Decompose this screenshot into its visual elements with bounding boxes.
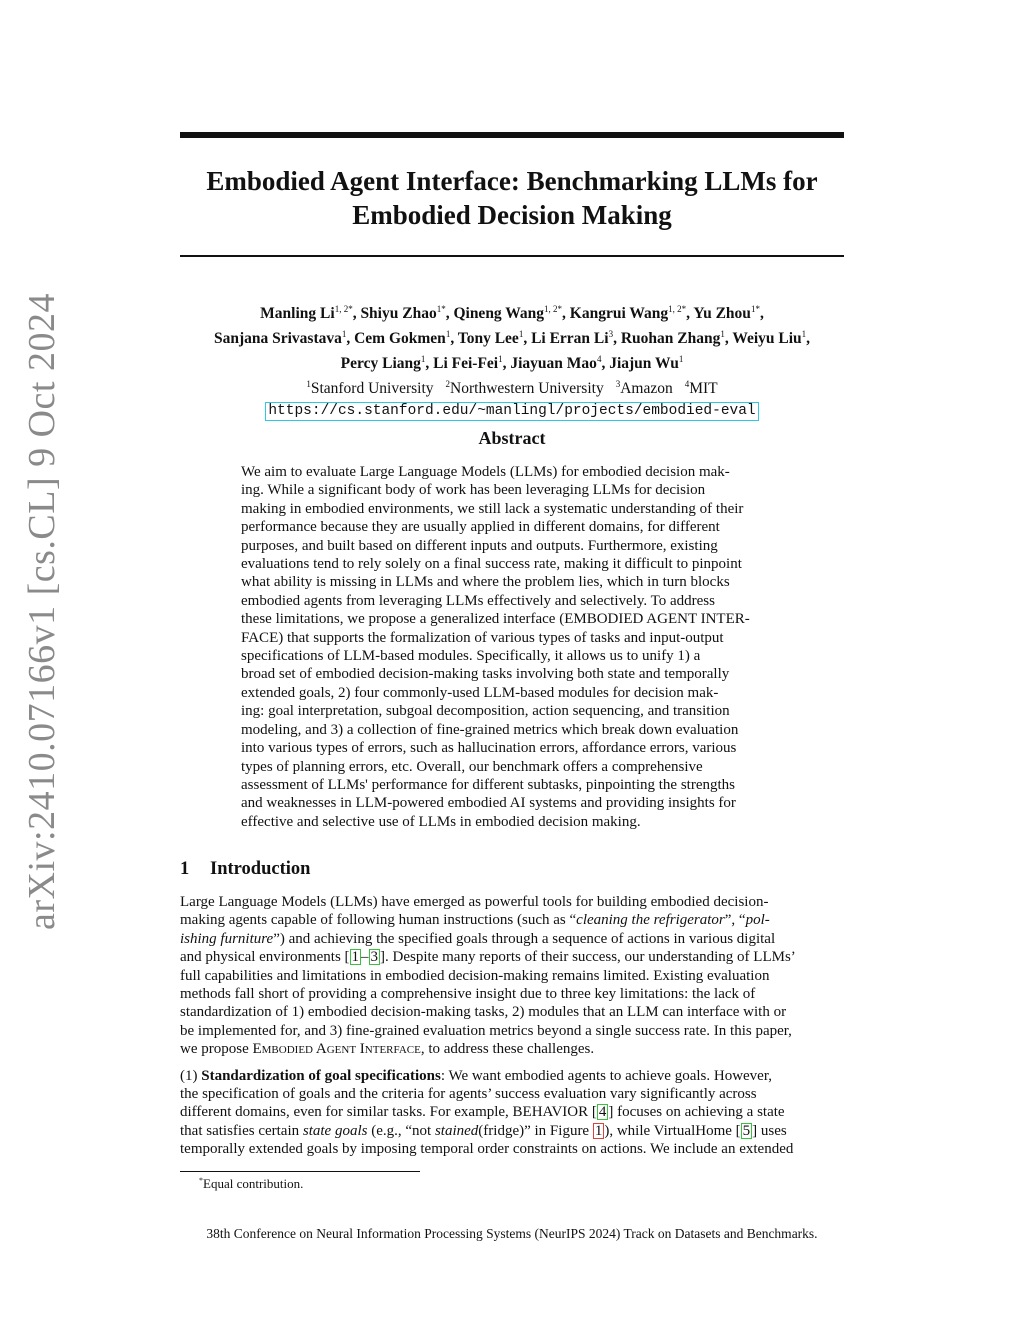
author-separator: , <box>502 355 511 372</box>
abstract-line: into various types of errors, such as hallucination errors, affordance errors, various <box>241 740 737 757</box>
intro-line: making agents capable of following human instructions (such as “cleaning the refrigerator”, “pol- <box>180 912 770 929</box>
intro-line: (1) Standardization of goal specifications: We want embodied agents to achieve goals. However, <box>180 1067 772 1084</box>
author-row-3 <box>180 349 844 374</box>
author-affiliation-mark: 1 <box>678 354 684 364</box>
author-separator: , <box>425 355 434 372</box>
abstract-line: purposes, and built based on different inputs and outputs. Furthermore, existing <box>241 537 718 554</box>
abstract-line: what ability is missing in LLMs and where the problem lies, which in turn blocks <box>241 574 730 591</box>
author-affiliation-mark: 1, 2* <box>668 304 687 314</box>
affiliation-mark: 4 <box>684 379 690 389</box>
affiliation-name: MIT <box>689 380 718 397</box>
intro-line: full capabilities and limitations in embodied decision-making remains limited. Existing evaluation <box>180 967 770 984</box>
affiliation-mark: 2 <box>445 379 451 389</box>
author-name: Jiayuan Mao$^4$ <box>510 354 602 372</box>
author-affiliation-mark: 1 <box>341 329 347 339</box>
author-name: Tony Lee$^1$ <box>457 329 524 347</box>
introduction-body <box>180 893 844 1159</box>
intro-line: methods fall short of providing a comprehensive insight due to three key limitations: the lack of <box>180 986 756 1003</box>
affiliation-name: Amazon <box>620 380 673 397</box>
author-name: Percy Liang$^1$ <box>340 354 426 372</box>
abstract-line: ing. While a significant body of work has been leveraging LLMs for decision <box>241 482 706 499</box>
intro-line: we propose Embodied Agent Interface, to address these challenges. <box>180 1041 595 1058</box>
paper-title <box>180 164 844 232</box>
figure-link-1[interactable]: 1 <box>594 1122 603 1139</box>
abstract-line: assessment of LLMs' performance for different subtasks, pinpointing the strengths <box>241 776 735 793</box>
author-affiliation-mark: 1 <box>445 329 451 339</box>
abstract-line: modeling, and 3) a collection of fine-grained metrics which break down evaluation <box>241 721 739 738</box>
affiliation-mark: 1 <box>306 379 311 389</box>
footnote-rule <box>180 1171 420 1172</box>
arxiv-identifier: arXiv:2410.07166v1 [cs.CL] 9 Oct 2024 <box>21 293 63 930</box>
abstract-line: embodied agents from leveraging LLMs effectively and selectively. To address <box>241 592 715 609</box>
author-separator: , <box>562 305 570 322</box>
citation-link-4[interactable]: 4 <box>598 1104 607 1121</box>
intro-line: that satisfies certain state goals (e.g., “not stained(fridge)” in Figure 1 ), while VirtualHome [ 5 ] uses <box>180 1122 787 1139</box>
project-url-link[interactable]: https://cs.stanford.edu/~manlingl/projects/embodied-eval <box>265 402 758 421</box>
author-name: Ruohan Zhang$^1$ <box>620 329 725 347</box>
author-name: Qineng Wang$^{1, 2*}$ <box>453 304 563 322</box>
author-separator: , <box>613 330 621 347</box>
author-separator: , <box>346 330 355 347</box>
author-separator: , <box>724 330 733 347</box>
abstract-line: broad set of embodied decision-making tasks involving both state and temporally <box>241 666 730 683</box>
title-rule-bottom <box>180 255 844 257</box>
author-name: Manling $Li^{1, 2*}$ <box>260 304 353 322</box>
author-affiliation-mark: 3 <box>608 329 614 339</box>
author-affiliation-mark: 1 <box>518 329 524 339</box>
abstract-line: evaluations tend to rely solely on a final success rate, making it difficult to pinpoint <box>241 556 742 573</box>
abstract-line: performance because they are usually applied in different domains, for different <box>241 519 720 536</box>
author-name: Jiajun Wu$^1$ <box>609 354 684 372</box>
intro-line: be implemented for, and 3) fine-grained evaluation metrics beyond a single success rate. In this paper, <box>180 1022 792 1039</box>
abstract-line: specifications of LLM-based modules. Specifically, it allows us to unify 1) a <box>241 648 701 665</box>
footnote: *Equal contribution. <box>199 1176 304 1191</box>
author-affiliation-mark: 1 <box>420 354 426 364</box>
author-affiliation-mark: 1, 2* <box>334 304 353 314</box>
conference-footer: 38th Conference on Neural Information Processing Systems (NeurIPS 2024) Track on Datasets and Benchmarks. <box>206 1226 818 1241</box>
abstract-line: We aim to evaluate Large Language Models (LLMs) for embodied decision mak- <box>241 464 730 480</box>
author-row-2 <box>180 324 844 349</box>
abstract-line: and weaknesses in LLM-powered embodied AI systems and providing insights for <box>241 795 736 812</box>
citation-link-3[interactable]: 3 <box>370 949 379 966</box>
abstract-body <box>241 463 784 831</box>
author-block <box>180 299 844 421</box>
author-affiliation-mark: 1 <box>801 329 807 339</box>
author-name: Shiyu Zhao$^{1*}$ <box>360 304 446 322</box>
author-name: Li Erran Li$^3$ <box>531 329 614 347</box>
abstract-line: effective and selective use of LLMs in embodied decision making. <box>241 813 641 830</box>
section-title: Introduction <box>210 859 311 879</box>
author-affiliation-mark: 1, 2* <box>544 304 563 314</box>
author-separator: , <box>686 305 694 322</box>
author-separator: , <box>450 330 458 347</box>
author-row-1 <box>180 299 844 324</box>
author-separator: , <box>759 305 764 322</box>
intro-line: Large Language Models (LLMs) have emerged as powerful tools for building embodied decision- <box>180 894 769 910</box>
intro-line: the specification of goals and the criteria for agents’ success evaluation vary significantly across <box>180 1086 757 1103</box>
affiliations <box>180 374 844 399</box>
abstract-line: making in embodied environments, we still lack a systematic understanding of their <box>241 500 744 517</box>
intro-line: ishing furniture”) and achieving the specified goals through a sequence of actions in various digital <box>180 930 776 947</box>
author-separator: , <box>601 355 610 372</box>
affiliation-name: Stanford University <box>310 380 434 397</box>
author-separator: , <box>806 330 811 347</box>
author-affiliation-mark: 1* <box>750 304 760 314</box>
citation-link-1[interactable]: 1 <box>351 949 360 966</box>
author-name: Yu Zhou$^{1*}$ <box>693 304 760 322</box>
intro-line: different domains, even for similar tasks. For example, BEHAVIOR [ 4 ] focuses on achieving a state <box>180 1104 785 1121</box>
author-separator: , <box>445 305 454 322</box>
author-name: Weiyu Liu$^1$ <box>732 329 807 347</box>
title-line-1: Embodied Agent Interface: Benchmarking LLMs for <box>206 166 818 196</box>
author-separator: , <box>523 330 532 347</box>
author-affiliation-mark: 4 <box>596 354 602 364</box>
abstract-line: extended goals, 2) four commonly-used LLM-based modules for decision mak- <box>241 684 719 701</box>
affiliation-mark: 3 <box>615 379 621 389</box>
author-affiliation-mark: 1* <box>436 304 446 314</box>
abstract-line: these limitations, we propose a generalized interface (EMBODIED AGENT INTER- <box>241 611 750 628</box>
section-heading-introduction <box>180 859 310 880</box>
abstract-line: ing: goal interpretation, subgoal decomposition, action sequencing, and transition <box>241 703 730 720</box>
author-affiliation-mark: 1 <box>498 354 503 364</box>
title-line-2: Embodied Decision Making <box>352 200 672 230</box>
author-name: Kangrui Wang$^{1, 2*}$ <box>569 304 687 322</box>
section-number: 1 <box>180 859 190 879</box>
intro-line: and physical environments [ 1 – 3 ]. Despite many reports of their success, our understanding of LLMs’ <box>180 949 796 966</box>
abstract-line: types of planning errors, etc. Overall, our benchmark offers a comprehensive <box>241 758 703 775</box>
author-separator: , <box>352 305 361 322</box>
intro-line: standardization of 1) embodied decision-making tasks, 2) modules that an LLM can interface with or <box>180 1004 787 1021</box>
author-affiliation-mark: 1 <box>720 329 725 339</box>
abstract-line: FACE) that supports the formalization of various types of tasks and input-output <box>241 629 724 646</box>
abstract-heading: Abstract <box>478 428 546 448</box>
author-name: Cem Gokmen$^1$ <box>354 329 451 347</box>
intro-line: temporally extended goals by imposing temporal order constraints on actions. We include an extended <box>180 1141 794 1158</box>
author-name: Sanjana Srivastava$^1$ <box>213 329 347 347</box>
title-rule-top <box>180 132 844 138</box>
author-name: Li Fei-Fei$^1$ <box>433 354 503 372</box>
affiliation-name: Northwestern University <box>450 380 604 397</box>
citation-link-5[interactable]: 5 <box>742 1122 751 1139</box>
